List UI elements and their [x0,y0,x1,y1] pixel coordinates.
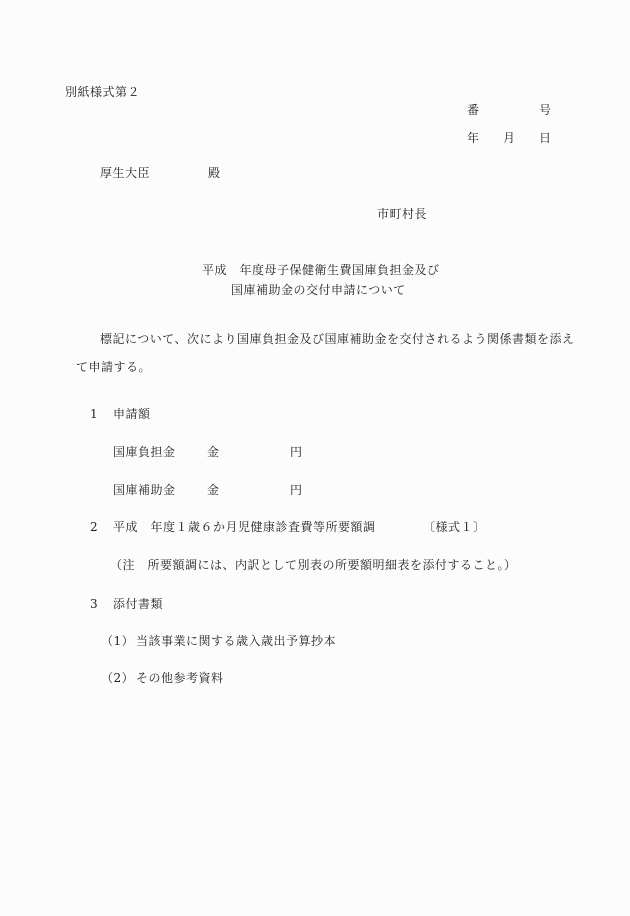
amount-row-label: 国庫補助金 [113,483,176,497]
attachment-number: （2） [101,671,135,685]
attachment-text: その他参考資料 [136,671,224,685]
title-line-1: 平成 年度母子保健衛生費国庫負担金及び [202,263,440,277]
date-month: 月 [503,131,516,145]
body-line-1: 標記について、次により国庫負担金及び国庫補助金を交付されるよう関係書類を添え [100,332,575,346]
title-line-2: 国庫補助金の交付申請について [231,283,406,297]
date-year: 年 [467,131,480,145]
amount-row-unit: 円 [290,483,303,497]
form-reference: 〔様式１〕 [423,520,486,534]
section-3-number: 3 [90,597,99,611]
attachment-number: （1） [101,634,135,648]
section-2-number: 2 [90,520,99,534]
amount-row-unit: 円 [290,445,303,459]
body-line-2: て申請する。 [76,360,152,374]
section-1-heading: 申請額 [113,407,151,421]
number-label-left: 番 [467,103,480,117]
sender: 市町村長 [377,207,428,221]
section-3-heading: 添付書類 [113,597,164,611]
addressee-name: 厚生大臣 [100,166,151,180]
section-1-number: 1 [90,407,99,421]
section-2-heading: 平成 年度１歳６か月児健康診査費等所要額調 [113,520,376,534]
amount-row-label: 国庫負担金 [113,445,176,459]
amount-row-prefix: 金 [207,445,220,459]
section-2-note: （注 所要額調には、内訳として別表の所要額明細表を添付すること。） [110,558,517,572]
amount-row-prefix: 金 [207,483,220,497]
form-label: 別紙様式第２ [65,85,141,99]
number-label-right: 号 [539,103,552,117]
addressee-honorific: 殿 [208,166,221,180]
attachment-text: 当該事業に関する歳入歳出予算抄本 [136,634,337,648]
date-day: 日 [539,131,552,145]
